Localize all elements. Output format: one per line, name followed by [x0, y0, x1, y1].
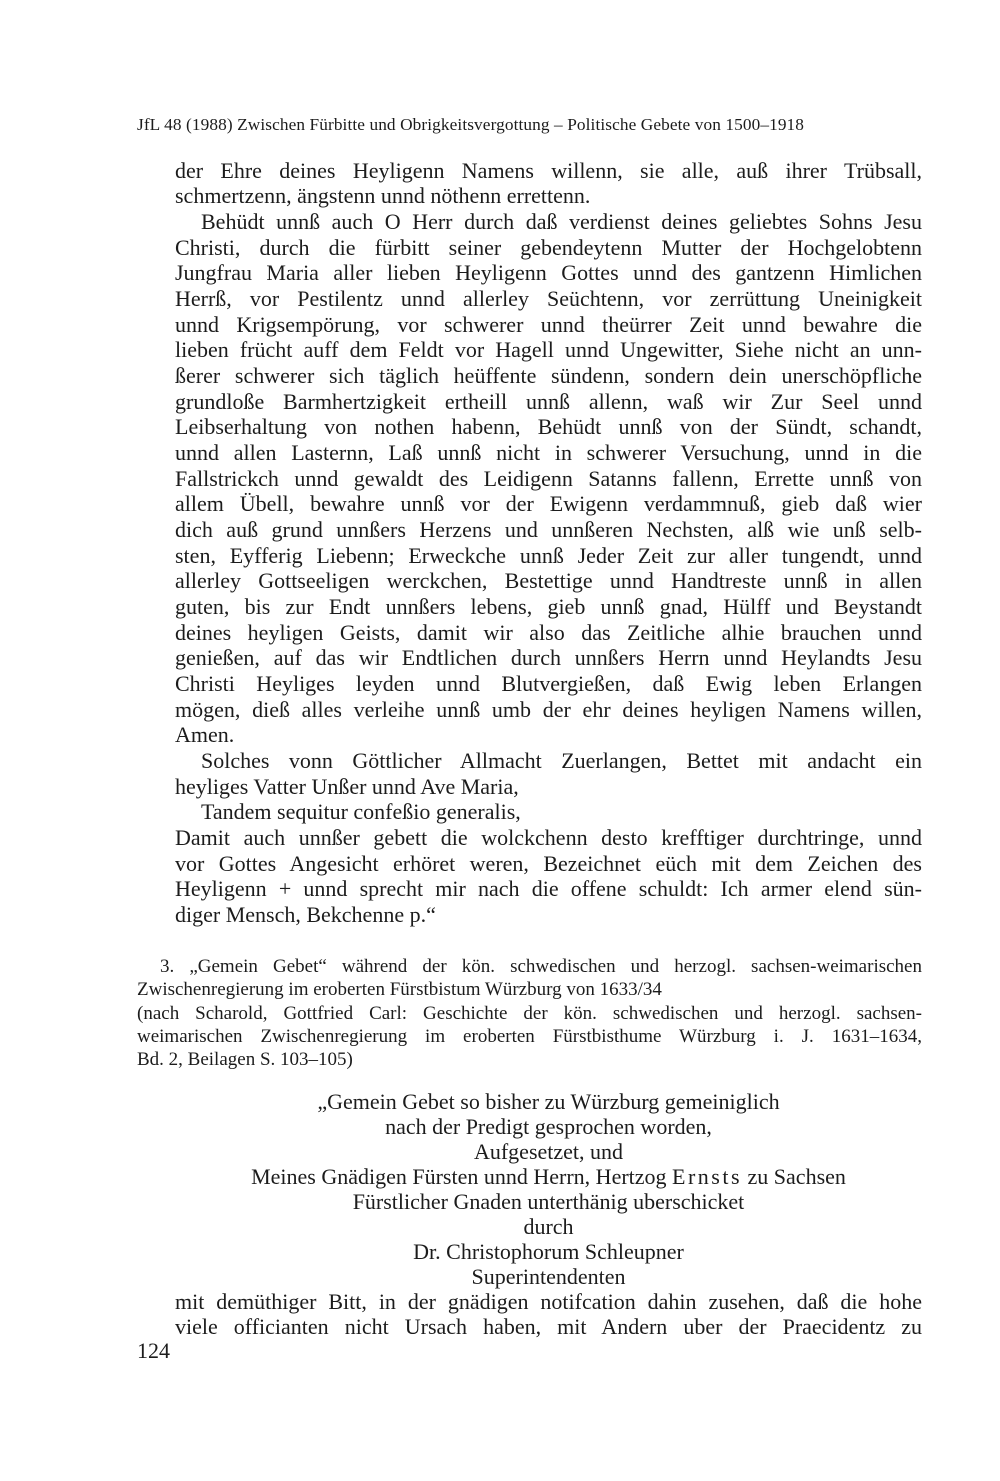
prayer-line: unnd allen Lasternn, Laß unnß nicht in schwerer Versuchung, unnd in die: [175, 440, 922, 465]
prayer-title-line: Superintendenten: [471, 1264, 626, 1289]
prayer-line: Behüdt unnß auch O Herr durch daß verdienst deines geliebtes Sohns Jesu: [201, 209, 922, 234]
prayer-line: Christi, durch die fürbitt seiner gebendeytenn Mutter der Hochgelobtenn: [175, 235, 922, 260]
prayer-title-line: Dr. Christophorum Schleupner: [413, 1239, 684, 1264]
prayer-title-line: „Gemein Gebet so bisher zu Würzburg gemeiniglich: [317, 1089, 780, 1114]
prayer-line: genießen, auf das wir Endtlichen durch unnßers Herrn unnd Heylandts Jesu: [175, 645, 922, 670]
prayer-line: Damit auch unnßer gebett die wolckchenn desto krefftiger durchtringe, unnd: [175, 825, 922, 850]
section-heading: Zwischenregierung im eroberten Fürstbistum Würzburg von 1633/34: [137, 979, 662, 1000]
prayer-line: Tandem sequitur confeßio generalis,: [201, 799, 521, 824]
closing-line: viele officianten nicht Ursach haben, mit Andern uber der Praecidentz zu: [175, 1314, 922, 1339]
running-header: JfL 48 (1988) Zwischen Fürbitte und Obrigkeitsvergottung – Politische Gebete von 1500–1918: [137, 115, 805, 134]
prayer-line: Heyligenn + unnd sprecht mir nach die offene schuldt: Ich armer elend sün-: [175, 876, 922, 901]
prayer-line: sten, Eyfferig Liebenn; Erweckche unnß Jeder Zeit zur aller tungendt, unnd: [175, 543, 922, 568]
prayer-line: dich auß grund unnßers Herzens und unnßeren Nechsten, alß wie unß selb-: [175, 517, 922, 542]
prayer-line: allerley Gottseeligen werckchen, Bestettige unnd Handtreste unnß in allen: [175, 568, 922, 593]
source-citation: (nach Scharold, Gottfried Carl: Geschichte der kön. schwedischen und herzogl. sachsen-: [137, 1003, 922, 1024]
section-heading: 3. „Gemein Gebet“ während der kön. schwedischen und herzogl. sachsen-weimarischen: [160, 956, 922, 977]
prayer-line: unnd Krigsempörung, vor schwerer unnd theürrer Zeit unnd bewahre die: [175, 312, 922, 337]
prayer-line: Fallstrickch unnd gewaldt des Leidigenn Satanns fallenn, Errette unnß von: [175, 466, 922, 491]
duke-line-pre: Meines Gnädigen Fürsten unnd Herrn, Hertzog: [251, 1164, 673, 1189]
prayer-line: ßerer schwerer sich täglich heüffente sündenn, sondern dein unerschöpfliche: [175, 363, 922, 388]
prayer-line: vor Gottes Angesicht erhöret weren, Bezeichnet eüch mit dem Zeichen des: [175, 851, 922, 876]
prayer-line: Solches vonn Göttlicher Allmacht Zuerlangen, Bettet mit andacht ein: [201, 748, 922, 773]
prayer-line: Leibserhaltung von nothen habenn, Behüdt unnß von der Sündt, schandt,: [175, 414, 922, 439]
duke-line-post: zu Sachsen: [742, 1164, 846, 1189]
page-number: 124: [137, 1338, 170, 1363]
prayer-line: grundloße Barmhertzigkeit ertheill unnß allenn, waß wir Zur Seel unnd: [175, 389, 922, 414]
source-citation: weimarischen Zwischenregierung im eroberten Fürstbisthume Würzburg i. J. 1631–1634,: [137, 1026, 922, 1047]
prayer-line: schmertzenn, ängstenn unnd nöthenn errettenn.: [175, 183, 591, 208]
prayer-line: lieben frücht auff dem Feldt vor Hagell unnd Ungewitter, Siehe nicht an unn-: [175, 337, 922, 362]
prayer-line: allem Übell, bewahre unnß vor der Ewigenn verdammnuß, gieb daß wier: [175, 491, 922, 516]
prayer-line: diger Mensch, Bekchenne p.“: [175, 902, 436, 927]
prayer-title-line: nach der Predigt gesprochen worden,: [385, 1114, 712, 1139]
prayer-title-line: Aufgesetzet, und: [473, 1139, 624, 1164]
prayer-line: deines heyligen Geists, damit wir also das Zeitliche alhie brauchen unnd: [175, 620, 922, 645]
prayer-line: Herrß, vor Pestilentz unnd allerley Seüchtenn, vor zerrüttung Uneinigkeit: [175, 286, 922, 311]
prayer-line: Jungfrau Maria aller lieben Heyligenn Gottes unnd des gantzenn Himlichen: [175, 260, 922, 285]
prayer-title-duke-line: [175, 1164, 922, 1190]
prayer-line: mögen, dieß alles verleihe unnß umb der ehr deines heyligen Namens willen,: [175, 697, 922, 722]
closing-line: mit demüthiger Bitt, in der gnädigen notifcation dahin zusehen, daß die hohe: [175, 1289, 922, 1314]
prayer-line: heyliges Vatter Unßer unnd Ave Maria,: [175, 774, 519, 799]
prayer-title-line: Fürstlicher Gnaden unterthänig uberschicket: [352, 1189, 745, 1214]
prayer-line: guten, bis zur Endt unnßers lebens, gieb unnß gnad, Hülff und Beystandt: [175, 594, 922, 619]
source-citation: Bd. 2, Beilagen S. 103–105): [137, 1049, 353, 1070]
prayer-title-line: durch: [523, 1214, 574, 1239]
prayer-line: Christi Heyliges leyden unnd Blutvergießen, daß Ewig leben Erlangen: [175, 671, 922, 696]
prayer-line: der Ehre deines Heyligenn Namens willenn, sie alle, auß ihrer Trübsall,: [175, 158, 922, 183]
prayer-line: Amen.: [175, 722, 235, 747]
duke-name: Ernsts: [672, 1164, 743, 1189]
